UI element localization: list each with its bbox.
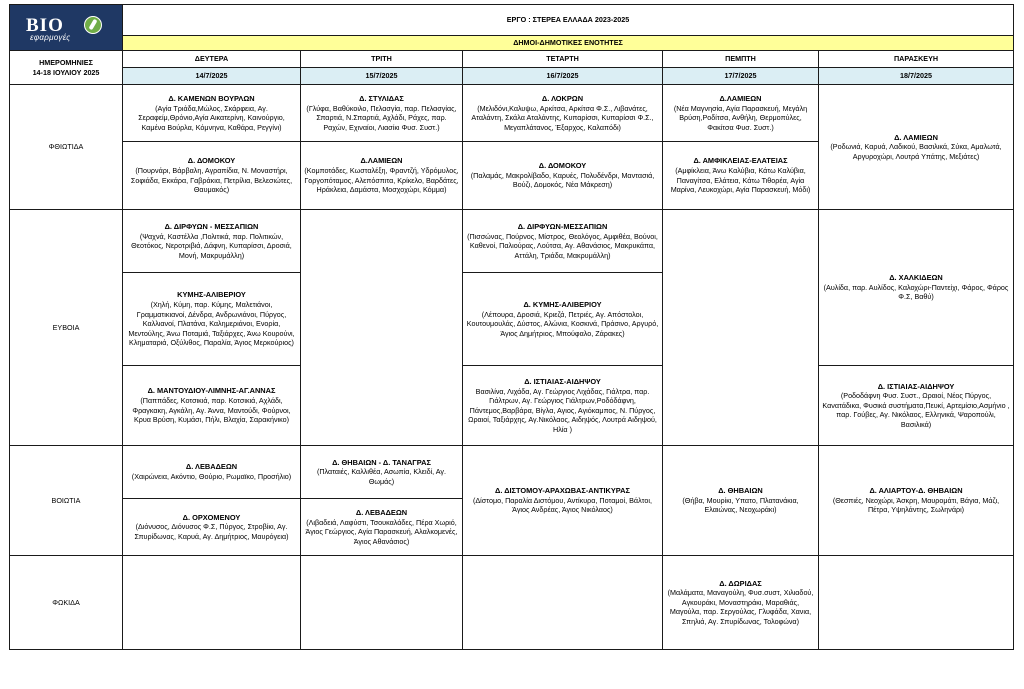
- district-title: Δ. ΛΑΜΙΕΩΝ: [894, 132, 938, 142]
- day-name-monday: ΔΕΥΤΕΡΑ: [123, 51, 301, 68]
- district-villages: (Πισσώνας, Πούρνος, Μίστρος, Θεολόγος, Αμφιθέα, Βούνοι, Καθενοί, Παλιούρας, Λούτσα, Αγ. Αθανάσιος, Μακρυκάπα, Αττάλη, Τριάδα, Μακρυμάλλη): [467, 231, 658, 260]
- district-cell: [463, 273, 663, 366]
- district-villages: (Γλύφα, Βαθύκοιλο, Πελασγία, παρ. Πελασγίας, Σπαρτιά, Ν.Σπαρτιά, Αχλάδι, Ράχες, παρ. Ραχών, Εχιναίοι, Λιασίκι Φυσ. Συστ.): [306, 103, 457, 132]
- district-villages: (Πλαταιές, Καλλιθέα, Ασωπία, Κλειδί, Αγ. Θωμάς): [316, 467, 447, 486]
- district-title: Δ.ΛΑΜΙΕΩΝ: [719, 93, 762, 103]
- district-cell: [123, 142, 301, 210]
- district-title: Δ. ΚΥΜΗΣ-ΑΛΙΒΕΡΙΟΥ: [523, 299, 602, 309]
- district-villages: (Αμφίκλεια, Άνω Καλύβια, Κάτω Καλύβια, Παναγίτσα, Ελάτεια, Κάτω Τιθορέα, Αγία Μαρίνα, Λευκοχώρι, Αγία Παρασκευή, Μόδι): [670, 166, 811, 195]
- day-name-friday: ΠΑΡΑΣΚΕΥΗ: [819, 51, 1014, 68]
- day-name-tuesday: ΤΡΙΤΗ: [301, 51, 463, 68]
- district-title: Δ. ΔΙΣΤΟΜΟΥ-ΑΡΑΧΩΒΑΣ-ΑΝΤΙΚΥΡΑΣ: [495, 486, 630, 496]
- district-title: Δ. ΑΜΦΙΚΛΕΙΑΣ-ΕΛΑΤΕΙΑΣ: [693, 156, 788, 166]
- project-title: ΕΡΓΟ : ΣΤΕΡΕΑ ΕΛΛΑΔΑ 2023-2025: [123, 5, 1014, 36]
- date-tuesday: 15/7/2025: [301, 68, 463, 85]
- region-fokida: ΦΩΚΙΔΑ: [10, 556, 123, 650]
- district-cell: [301, 446, 463, 499]
- district-villages: (Δίστομο, Παραλία Διστόμου, Αντίκυρα, Ποταμοί, Βάλτοι, Άγιος Ανδρέας, Άγιος Νικόλαος): [472, 495, 652, 515]
- district-cell: [663, 446, 819, 556]
- district-villages: (Παππάδες, Κοτσικιά, παρ. Κοτσικιά, Αχλάδι, Φραγκακη, Αγκάλη, Αγ. Άννα, Μαντούδι, Φούρνοι, Κρυα Βρύση, Κυμάσι, Πήλι, Βλαχία, Σαρακήνικο): [132, 396, 291, 425]
- district-cell: [301, 142, 463, 210]
- district-cell: [663, 556, 819, 650]
- district-title: Δ. ΘΗΒΑΙΩΝ: [718, 486, 763, 496]
- empty-cell: [819, 556, 1014, 650]
- district-villages: (Θεσπιές, Νεοχώρι, Άσκρη, Μαυρομάτι, Βάγια, Μάζι, Πέτρα, Υψηλάντης, Σωληνάρι): [832, 495, 1000, 515]
- logo-tagline: εφαρμογές: [30, 32, 71, 42]
- company-logo: [10, 5, 123, 51]
- district-villages: (Μαλάματα, Μαναγούλη, Φυσ.συστ, Χιλιαδού, Αγκουράκι, Μοναστηράκι, Μαραθιάς, Μαγούλα, παρ. Σεργούλας, Γλυφάδα, Χανια, Σπηλιά, Αγ. Σπυρίδωνας, Τολοφώνα): [667, 588, 814, 626]
- district-title: Δ. ΙΣΤΙΑΙΑΣ-ΑΙΔΗΨΟΥ: [877, 381, 955, 391]
- district-cell: [463, 85, 663, 142]
- empty-cell: [663, 210, 819, 446]
- district-villages: (Παλαμάς, Μακρολίβαδο, Καρυές, Πολυδένδρι, Μαντασιά, Βούζι, Δομοκός, Νέα Μάκρεση): [470, 170, 655, 190]
- district-cell: [123, 85, 301, 142]
- district-villages: (Λιβαδειά, Λαφύστι, Τσουκαλάδες, Πέρα Χωριό, Άγιος Γεώργιος, Αγία Παρασκευή, Αλαλκομενές, Άγιος Αθανάσιος): [305, 517, 458, 546]
- schedule-sheet: [9, 4, 1014, 650]
- section-title: ΔΗΜΟΙ-ΔΗΜΟΤΙΚΕΣ ΕΝΟΤΗΤΕΣ: [123, 36, 1014, 51]
- day-name-wednesday: ΤΕΤΑΡΤΗ: [463, 51, 663, 68]
- district-title: ΚΥΜΗΣ-ΑΛΙΒΕΡΙΟΥ: [177, 290, 246, 300]
- district-title: Δ. ΔΙΡΦΥΩΝ-ΜΕΣΣΑΠΙΩΝ: [517, 221, 608, 231]
- district-title: Δ. ΙΣΤΙΑΙΑΣ-ΑΙΔΗΨΟΥ: [524, 376, 601, 386]
- district-villages: (Διόνυσος, Διόνυσος Φ.Σ, Πύργος, Στροβίκι, Αγ. Σπυρίδωνας, Καρυά, Αγ. Δημήτριος, Μαυρόγεια): [134, 522, 289, 541]
- district-title: Δ.ΛΑΜΙΕΩΝ: [360, 156, 403, 166]
- day-name-thursday: ΠΕΜΠΤΗ: [663, 51, 819, 68]
- district-title: Δ. ΟΡΧΟΜΕΝΟΥ: [182, 512, 241, 522]
- district-cell: [123, 366, 301, 446]
- logo-brand: BIO: [26, 14, 64, 36]
- district-villages: (Ροδοδάφνη Φυσ. Συστ., Ωραιοί, Νέος Πύργος, Κανατάδικα, Φυσικά συστήματα,Πευκί, Αρτεμίσιο,Ασμήνιο , παρ. Γούβες, Αγ. Νικόλαος, Ελληνικά, Ψαροπούλι, Βασιλικά): [822, 391, 1010, 429]
- district-title: Δ. ΧΑΛΚΙΔΕΩΝ: [889, 273, 943, 283]
- district-cell: [463, 210, 663, 273]
- district-cell: [819, 210, 1014, 366]
- district-cell: [123, 446, 301, 499]
- date-monday: 14/7/2025: [123, 68, 301, 85]
- district-cell: [463, 142, 663, 210]
- district-villages: (Ροδωνιά, Καρυά, Λαδικού, Βασιλικά, Σύκα, Αμαλωτά, Αργυροχώρι, Λουτρά Υπάτης, Μεξιάτες): [830, 142, 1002, 161]
- district-villages: (Λέπουρα, Δροσιά, Κριεζά, Πετριές, Αγ. Απόστολοι, Κουτουμουλάς, Δύστος, Αλώνια, Κοσκινά, Πράσινο, Αργυρό, Άγιος Δημήτριος, Μπούφαλο, Ζάρακες): [466, 309, 659, 338]
- district-cell: [463, 446, 663, 556]
- leaf-icon: [84, 16, 102, 34]
- empty-cell: [301, 210, 463, 446]
- district-villages: (Αυλίδα, παρ. Αυλίδος, Καλοχώρι-Παντείχι, Φάρος, Φάρος Φ.Σ, Βαθύ): [823, 282, 1009, 302]
- district-title: Δ. ΔΩΡΙΔΑΣ: [719, 578, 762, 588]
- district-cell: [663, 85, 819, 142]
- district-cell: [301, 499, 463, 556]
- date-wednesday: 16/7/2025: [463, 68, 663, 85]
- district-cell: [463, 366, 663, 446]
- district-villages: (Νέα Μαγνησία, Αγία Παρασκευή, Μεγάλη Βρύση,Ροδίτσα, Ανθήλη, Θερμοπύλες, Φακίτσα Φυσ. Συστ.): [673, 103, 808, 132]
- district-villages: (Ψαχνά, Καστέλλα ,Πολιτικά, παρ. Πολιτικών, Θεοτόκος, Νεροτριβιά, Δάφνη, Κυπαρίσσι, Δροσιά, Μονή, Μακρυμάλλη): [131, 231, 292, 260]
- district-cell: [819, 446, 1014, 556]
- district-villages: Βασιλίνα, Λιχάδα, Αγ. Γεώργιος Λιχάδας, Γιάλτρα, παρ. Γιάλτρων, Αγ. Γεώργιος Γιάλτρων,Ροδόδάφνη, Πάντεμος,Βαρβάρα, Βίγλα, Αγιος, Αγιόκαμπος, Ν. Πύργος, Ωραιοί, Ταξιάρχης, Αγ.Νικόλαος, Αιδηψός, Λουτρά Αιδηψού, Ηλία ): [468, 386, 657, 434]
- district-title: Δ. ΚΑΜΕΝΩΝ ΒΟΥΡΛΩΝ: [168, 93, 255, 103]
- district-title: Δ. ΛΕΒΑΔΕΩΝ: [185, 462, 238, 472]
- schedule-table: [9, 4, 1014, 650]
- district-villages: (Χαιρώνεια, Ακόντιο, Θούριο, Ρωμαϊκο, Προσήλιο): [131, 472, 292, 482]
- district-cell: [819, 366, 1014, 446]
- region-evoia: ΕΥΒΟΙΑ: [10, 210, 123, 446]
- dates-header-label: ΗΜΕΡΟΜΗΝΙΕΣ: [39, 58, 93, 67]
- district-villages: (Πουρνάρι, Βάρβαλη, Αγραπίδια, Ν. Μοναστήρι, Σοφιάδα, Εκκάρα, Γαβράκια, Πετρίλια, Βελεσιώτες, Θαυμακός): [130, 166, 293, 195]
- district-title: Δ. ΛΕΒΑΔΕΩΝ: [355, 507, 408, 517]
- district-villages: (Κομποτάδες, Κωσταλέξη, Φραντζή, Υδρόμυλος, Γοργοπόταμος, Αλεπόσπιτα, Κρίκελο, Βαρδάτες, Ηράκλεια, Δαμάστα, Μοσχοχώρι, Κόμμα): [304, 166, 459, 195]
- district-villages: (Μελιδόνι,Καλυψω, Αρκίτσα, Αρκίτσα Φ.Σ., Λιβανάτες, Αταλάντη, Σκάλα Αταλάντης, Κυπαρίσσι, Κυπαρίσσι Φ.Σ., Μεγαπλάτανος, Έξαρχος, Καλαπόδι): [471, 103, 654, 132]
- district-title: Δ. ΔΟΜΟΚΟΥ: [187, 156, 236, 166]
- district-cell: [301, 85, 463, 142]
- district-villages: (Χηλή, Κύμη, παρ. Κύμης, Μαλετιάνοι, Γραμματικιανοί, Δένδρα, Ανδρωνιάνοι, Πύργος, Καλλιανοί, Πλατάνα, Καλημεριάνοι, Ενορία, Μεντούλης, Άνω Ποταμιά, Ταξιάρχες, Άνω Κουρούνι, Κληματαριά, Οξύλιθος, Παραλία, Άγιος Μερκούριος): [128, 300, 295, 348]
- dates-header-range: 14-18 ΙΟΥΛΙΟΥ 2025: [32, 67, 100, 77]
- empty-cell: [463, 556, 663, 650]
- region-voiotia: ΒΟΙΩΤΙΑ: [10, 446, 123, 556]
- district-title: Δ. ΘΗΒΑΙΩΝ - Δ. ΤΑΝΑΓΡΑΣ: [332, 457, 431, 467]
- district-title: Δ. ΣΤΥΛΙΔΑΣ: [359, 93, 404, 103]
- district-villages: (Θήβα, Μουρίκι, Υπατο, Πλατανάκια, Ελαιώνας, Νεοχωράκι): [682, 495, 799, 515]
- date-friday: 18/7/2025: [819, 68, 1014, 85]
- district-villages: (Αγία Τριάδα,Μώλος, Σκάρφεια, Αγ. Σεραφείμ,Θρόνιο,Αγία Αικατερίνη, Καινούργιο, Καμένα Βούρλα, Κόμνηνα, Καθάρα, Ρεγγίνι): [138, 103, 285, 132]
- empty-cell: [301, 556, 463, 650]
- date-thursday: 17/7/2025: [663, 68, 819, 85]
- district-cell: [123, 210, 301, 273]
- district-title: Δ. ΛΟΚΡΩΝ: [541, 93, 584, 103]
- district-title: Δ. ΜΑΝΤΟΥΔΙΟΥ-ΛΙΜΝΗΣ-ΑΓ.ΑΝΝΑΣ: [147, 386, 276, 396]
- district-cell: [123, 499, 301, 556]
- district-title: Δ. ΔΟΜΟΚΟΥ: [538, 161, 587, 171]
- empty-cell: [123, 556, 301, 650]
- region-fthiotida: ΦΘΙΩΤΙΔΑ: [10, 85, 123, 210]
- district-cell: [663, 142, 819, 210]
- district-title: Δ. ΑΛΙΑΡΤΟΥ-Δ. ΘΗΒΑΙΩΝ: [869, 486, 963, 496]
- district-title: Δ. ΔΙΡΦΥΩΝ - ΜΕΣΣΑΠΙΩΝ: [164, 221, 259, 231]
- dates-header: [10, 51, 123, 85]
- district-cell: [123, 273, 301, 366]
- district-cell: [819, 85, 1014, 210]
